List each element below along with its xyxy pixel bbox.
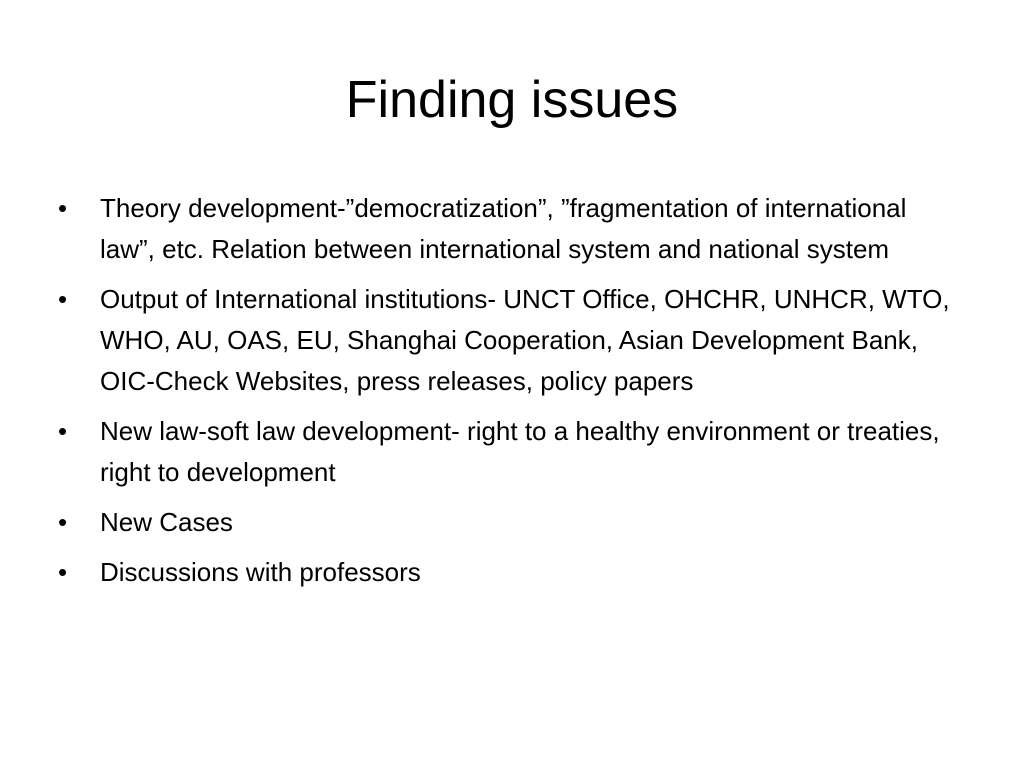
bullet-text: New law-soft law development- right to a healthy environment or treaties, right to development bbox=[100, 416, 940, 487]
bullet-icon: • bbox=[58, 557, 68, 587]
bullet-text: New Cases bbox=[100, 507, 233, 537]
slide-title: Finding issues bbox=[345, 71, 679, 129]
bullet-text: Theory development-”democratization”, ”fragmentation of international law”, etc. Relation between international system and national system bbox=[100, 193, 907, 264]
list-item bbox=[56, 411, 966, 493]
bullet-icon: • bbox=[58, 507, 68, 537]
list-item bbox=[56, 502, 966, 543]
bullet-text: Discussions with professors bbox=[100, 557, 421, 587]
bullet-icon: • bbox=[58, 416, 68, 446]
bullet-list bbox=[56, 188, 966, 602]
list-item bbox=[56, 279, 966, 402]
bullet-text: Output of International institutions- UNCT Office, OHCHR, UNHCR, WTO, WHO, AU, OAS, EU, Shanghai Cooperation, Asian Development Bank, OIC-Check Websites, press releases, policy papers bbox=[100, 284, 950, 396]
bullet-icon: • bbox=[58, 193, 68, 223]
list-item bbox=[56, 188, 966, 270]
bullet-icon: • bbox=[58, 284, 68, 314]
list-item bbox=[56, 552, 966, 593]
